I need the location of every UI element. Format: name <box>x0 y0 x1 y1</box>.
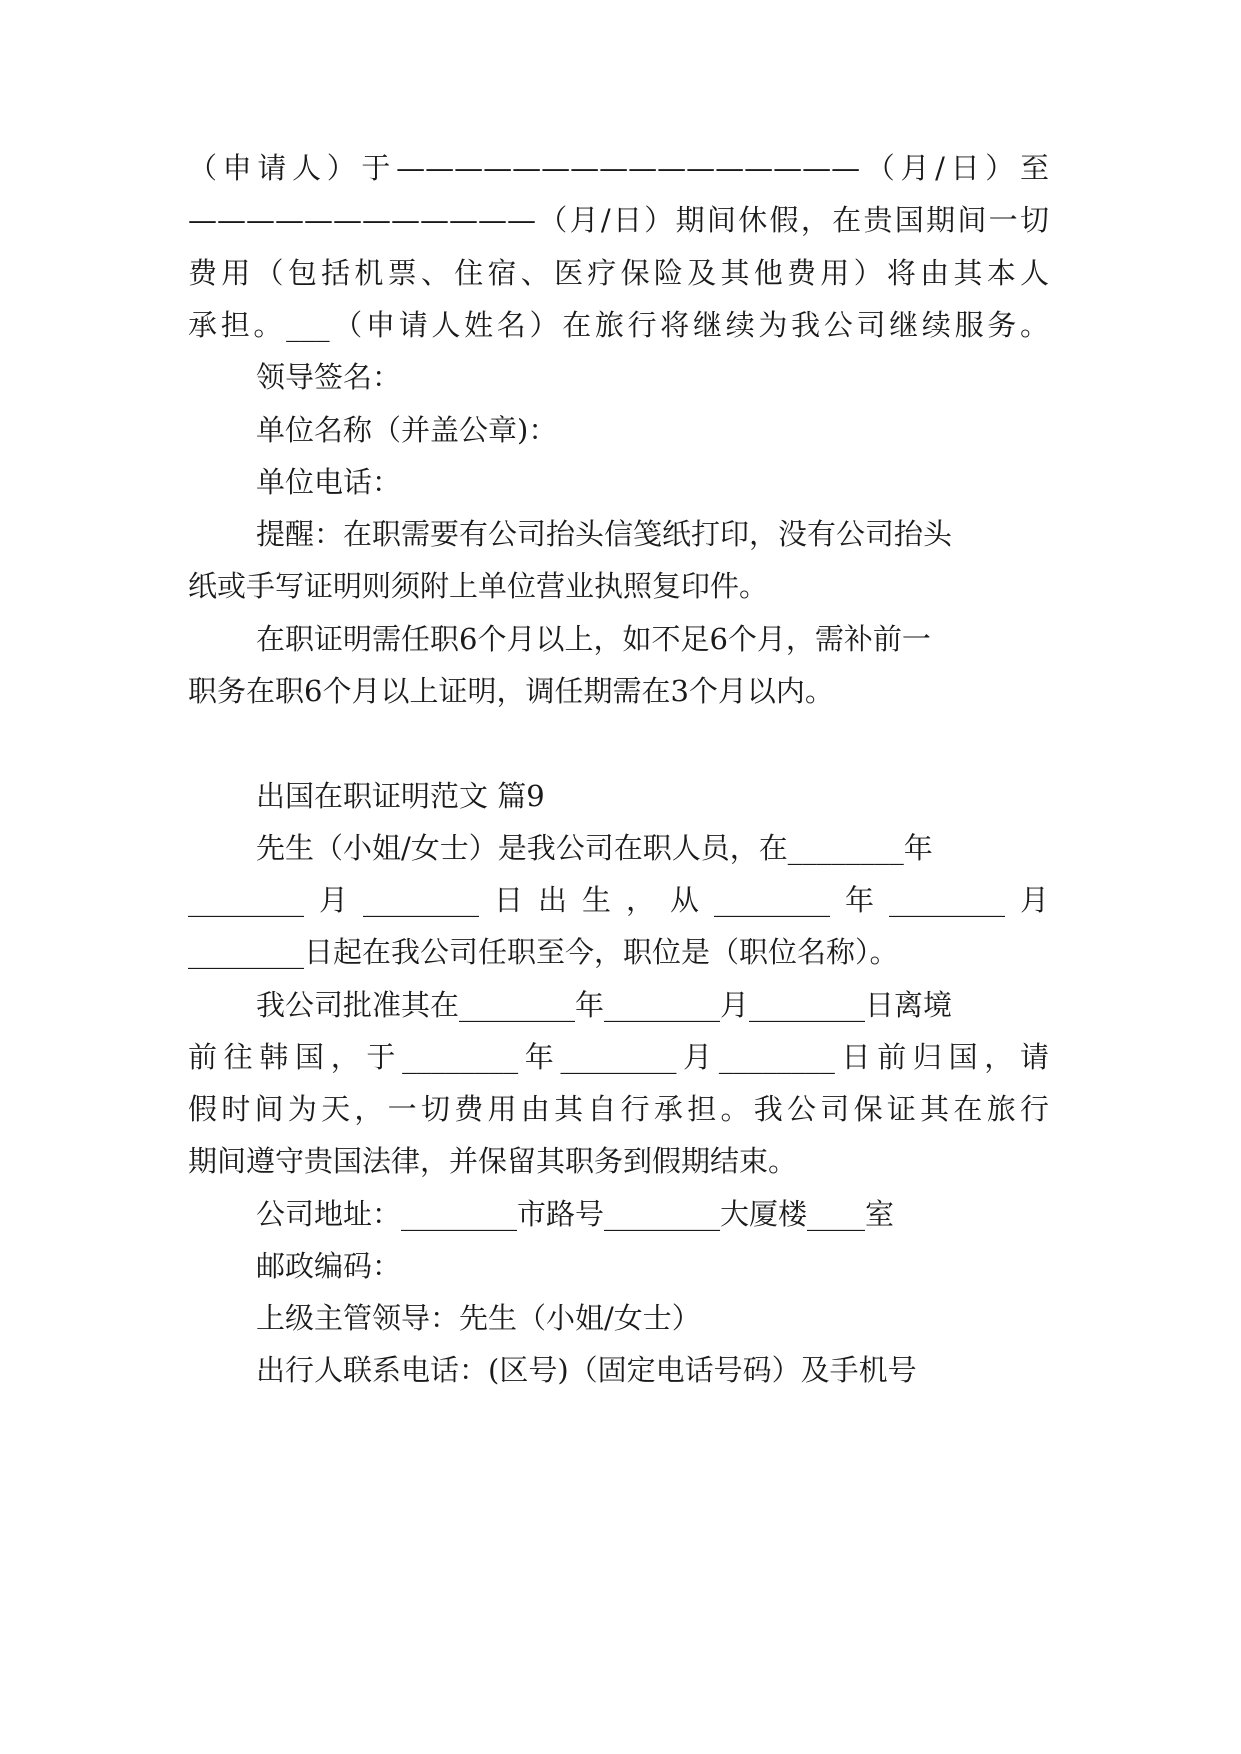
company-address-label: 公司地址：________市路号________大厦楼____室 <box>256 1197 895 1231</box>
paragraph-line: ________日起在我公司任职至今，职位是（职位名称）。 <box>188 935 899 969</box>
requirement-line: 在职证明需任职6个月以上，如不足6个月，需补前一 <box>256 622 931 656</box>
paragraph-line: 期间遵守贵国法律，并保留其职务到假期结束。 <box>188 1144 798 1178</box>
traveler-phone-label: 出行人联系电话：(区号)（固定电话号码）及手机号 <box>256 1353 917 1387</box>
requirement-line: 职务在职6个月以上证明，调任期需在3个月以内。 <box>188 674 834 708</box>
leader-signature-label: 领导签名： <box>256 360 402 394</box>
paragraph-line: 先生（小姐/女士）是我公司在职人员，在________年 <box>256 831 933 865</box>
section-heading: 出国在职证明范文 篇9 <box>256 779 545 813</box>
paragraph-line: 我公司批准其在________年________月________日离境 <box>256 988 953 1022</box>
unit-phone-label: 单位电话： <box>256 465 402 499</box>
paragraph-line: 费用（包括机票、住宿、医疗保险及其他费用）将由其本人 <box>188 256 1049 290</box>
reminder-line: 纸或手写证明则须附上单位营业执照复印件。 <box>188 569 769 603</box>
paragraph-line: 假时间为天，一切费用由其自行承担。我公司保证其在旅行 <box>188 1092 1049 1126</box>
postal-code-label: 邮政编码： <box>256 1249 402 1283</box>
supervisor-label: 上级主管领导：先生（小姐/女士） <box>256 1301 701 1335</box>
paragraph-line: 承担。___（申请人姓名）在旅行将继续为我公司继续服务。 <box>188 308 1049 342</box>
paragraph-line: ————————————（月/日）期间休假，在贵国期间一切 <box>188 203 1049 237</box>
paragraph-line: ________月________日出生，从________年________月 <box>188 883 1049 917</box>
unit-name-label: 单位名称（并盖公章)： <box>256 413 558 447</box>
reminder-line: 提醒：在职需要有公司抬头信笺纸打印，没有公司抬头 <box>256 517 953 551</box>
paragraph-line: 前往韩国，于________年________月________日前归国，请 <box>188 1040 1049 1074</box>
paragraph-line: （申请人）于————————————————（月/日）至 <box>188 151 1049 185</box>
